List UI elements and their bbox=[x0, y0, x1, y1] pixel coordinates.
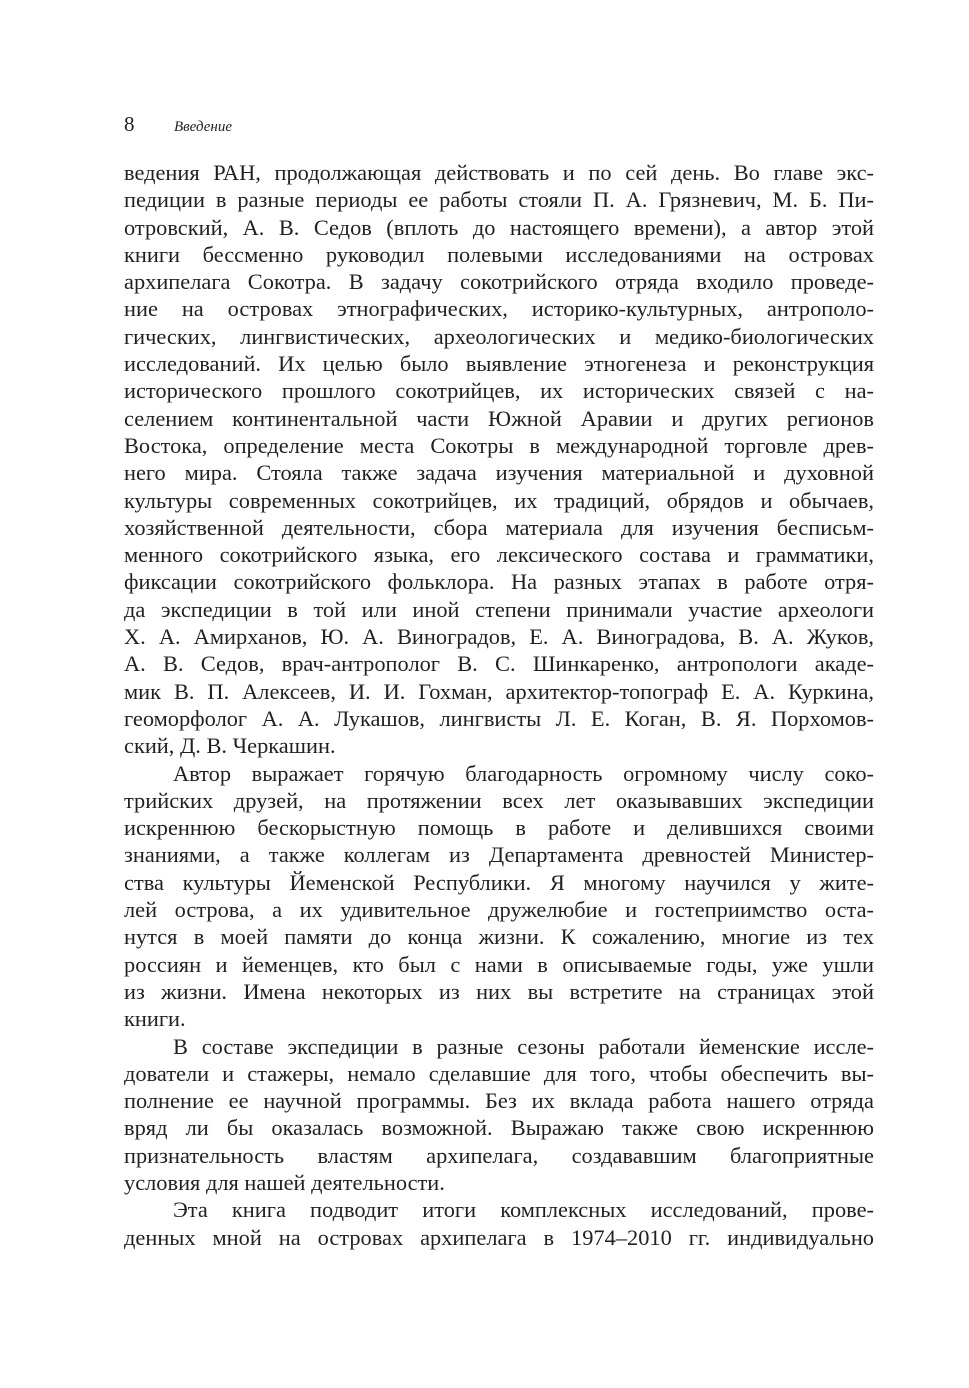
text-line: ский, Д. В. Черкашин. bbox=[124, 733, 336, 759]
text-line: полнение ее научной программы. Без их вклада работа нашего отряда bbox=[124, 1088, 874, 1114]
text-line: ние на островах этнографических, историко-культурных, антрополо- bbox=[124, 296, 874, 322]
text-line: хозяйственной деятельности, сбора материала для изучения бесписьм- bbox=[124, 514, 874, 540]
text-line: педиции в разные периоды ее работы стояли П. А. Грязневич, М. Б. Пи- bbox=[124, 187, 874, 213]
text-line: исследований. Их целью было выявление этногенеза и реконструкция bbox=[124, 351, 874, 377]
text-line: лей острова, а их удивительное дружелюбие и гостеприимство оста- bbox=[124, 897, 874, 923]
text-line: признательность властям архипелага, создававшим благоприятные bbox=[124, 1142, 874, 1168]
text-line: книги. bbox=[124, 1006, 186, 1032]
text-line: искреннюю бескорыстную помощь в работе и делившихся своими bbox=[124, 815, 874, 841]
text-line: из жизни. Имена некоторых из них вы встретите на страницах этой bbox=[124, 978, 874, 1004]
paragraph bbox=[124, 1196, 874, 1251]
text-line: россиян и йеменцев, кто был с нами в описываемые годы, уже ушли bbox=[124, 951, 874, 977]
text-line: Востока, определение места Сокотры в международной торговле древ- bbox=[124, 432, 874, 458]
text-line: архипелага Сокотра. В задачу сокотрийского отряда входило проведе- bbox=[124, 269, 874, 295]
text-line: фиксации сокотрийского фольклора. На разных этапах в работе отря- bbox=[124, 569, 874, 595]
text-line: условия для нашей деятельности. bbox=[124, 1169, 445, 1195]
text-line: гических, лингвистических, археологических и медико-биологических bbox=[124, 323, 874, 349]
text-line: Эта книга подводит итоги комплексных исследований, прове- bbox=[173, 1197, 874, 1223]
text-line: дователи и стажеры, немало сделавшие для того, чтобы обеспечить вы- bbox=[124, 1060, 874, 1086]
text-line: трийских друзей, на протяжении всех лет оказывавших экспедиции bbox=[124, 787, 874, 813]
page-number: 8 bbox=[124, 112, 135, 136]
text-line: В составе экспедиции в разные сезоны работали йеменские иссле- bbox=[173, 1033, 874, 1059]
paragraph bbox=[124, 1033, 874, 1197]
paragraph bbox=[124, 760, 874, 1033]
text-line: вряд ли бы оказалась возможной. Выражаю также свою искреннюю bbox=[124, 1115, 874, 1141]
text-line: ства культуры Йеменской Республики. Я многому научился у жите- bbox=[124, 869, 874, 895]
text-line: А. В. Седов, врач-антрополог В. С. Шинкаренко, антропологи акаде- bbox=[124, 651, 874, 677]
text-line: знаниями, а также коллегам из Департамента древностей Министер- bbox=[124, 842, 874, 868]
text-line: денных мной на островах архипелага в 1974–2010 гг. индивидуально bbox=[124, 1224, 874, 1250]
text-line: отровский, А. В. Седов (вплоть до настоящего времени), а автор этой bbox=[124, 214, 874, 240]
text-line: мик В. П. Алексеев, И. И. Гохман, архитектор-топограф Е. А. Куркина, bbox=[124, 678, 874, 704]
text-line: Х. А. Амирханов, Ю. А. Виноградов, Е. А. Виноградова, В. А. Жуков, bbox=[124, 624, 874, 650]
text-line: Автор выражает горячую благодарность огромному числу соко- bbox=[173, 760, 874, 786]
paragraph bbox=[124, 159, 874, 760]
text-line: менного сокотрийского языка, его лексического состава и грамматики, bbox=[124, 542, 874, 568]
body-text bbox=[124, 159, 874, 1251]
section-title: Введение bbox=[174, 119, 232, 135]
text-line: культуры современных сокотрийцев, их традиций, обрядов и обычаев, bbox=[124, 487, 874, 513]
text-line: книги бессменно руководил полевыми исследованиями на островах bbox=[124, 241, 874, 267]
running-head bbox=[124, 112, 232, 136]
text-line: селением континентальной части Южной Аравии и других регионов bbox=[124, 405, 874, 431]
text-line: нутся в моей памяти до конца жизни. К сожалению, многие из тех bbox=[124, 924, 874, 950]
text-line: ведения РАН, продолжающая действовать и по сей день. Во главе экс- bbox=[124, 160, 874, 185]
text-line: исторического прошлого сокотрийцев, их исторических связей с на- bbox=[124, 378, 874, 404]
text-line: геоморфолог А. А. Лукашов, лингвисты Л. Е. Коган, В. Я. Порхомов- bbox=[124, 705, 874, 731]
text-line: него мира. Стояла также задача изучения материальной и духовной bbox=[124, 460, 874, 486]
text-line: да экспедиции в той или иной степени принимали участие археологи bbox=[124, 596, 874, 622]
